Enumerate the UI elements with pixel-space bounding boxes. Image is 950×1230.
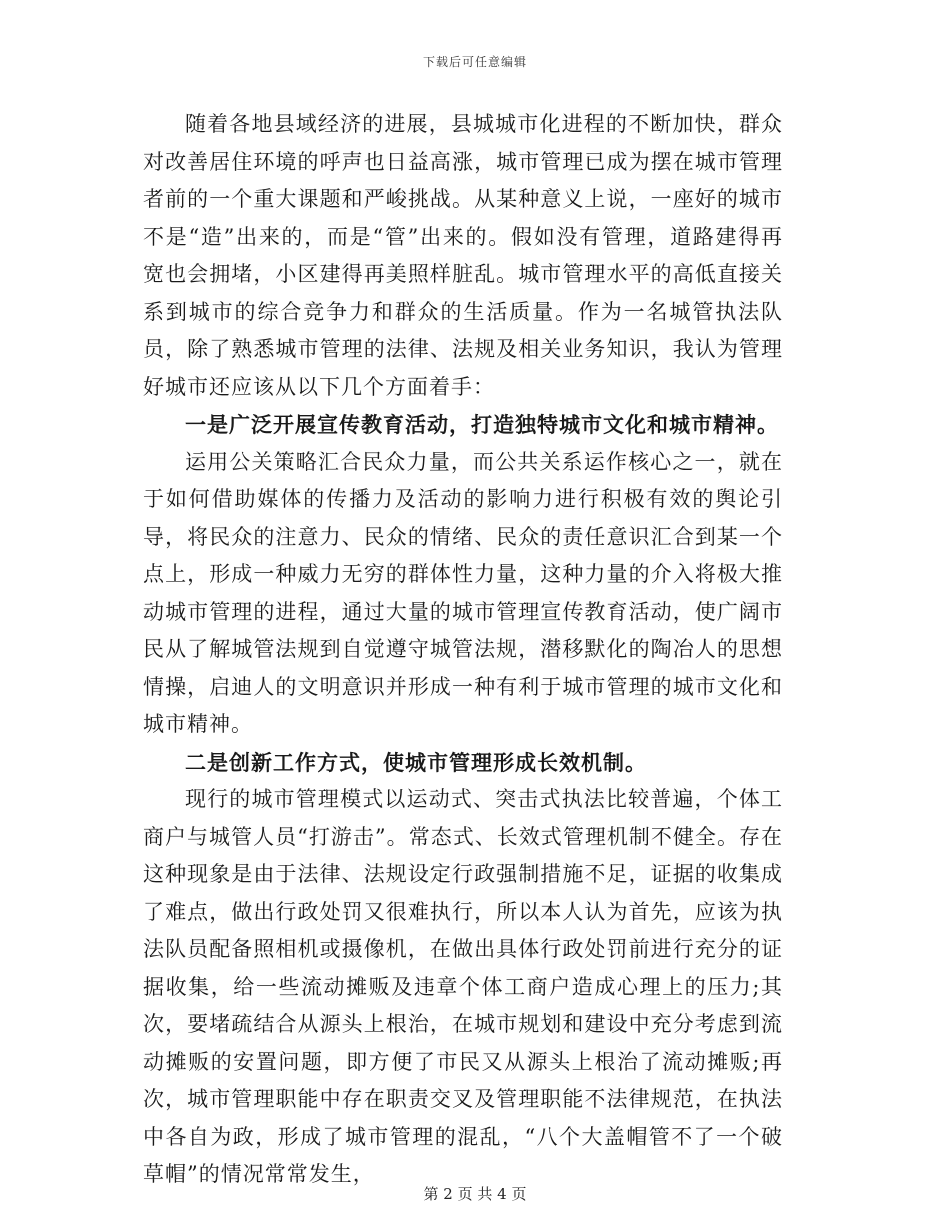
header-note: 下载后可任意编辑 [422,55,527,69]
paragraph-section-2: 现行的城市管理模式以运动式、突击式执法比较普遍，个体工商户与城管人员“打游击”。常态式、长效式管理机制不健全。存在这种现象是由于法律、法规设定行政强制措施不足，证据的收集成了难点，做出行政处罚又很难执行，所以本人认为首先，应该为执法队员配备照相机或摄像机，在做出具体行政处罚前进行充分的证据收集，给一些流动摊贩及违章个体工商户造成心理上的压力;其次，要堵疏结合从源头上根治，在城市规划和建设中充分考虑到流动摊贩的安置问题，即方便了市民又从源头上根治了流动摊贩;再次，城市管理职能中存在职责交叉及管理职能不法律规范，在执法中各自为政，形成了城市管理的混乱，“八个大盖帽管不了一个破草帽”的情况常常发生， [143,787,783,1186]
section-heading-2: 二是创新工作方式，使城市管理形成长效机制。 [185,749,647,775]
page-number: 第 2 页 共 4 页 [423,1185,527,1203]
paragraph-intro: 随着各地县域经济的进展，县城城市化进程的不断加快，群众对改善居住环境的呼声也日益高涨，城市管理已成为摆在城市管理者前的一个重大课题和严峻挑战。从某种意义上说，一座好的城市不是“造”出来的，而是“管”出来的。假如没有管理，道路建得再宽也会拥堵，小区建得再美照样脏乱。城市管理水平的高低直接关系到城市的综合竞争力和群众的生活质量。作为一名城管执法队员，除了熟悉城市管理的法律、法规及相关业务知识，我认为管理好城市还应该从以下几个方面着手： [143,112,783,399]
document-body [143,106,783,1194]
paragraph-section-1: 运用公关策略汇合民众力量，而公共关系运作核心之一，就在于如何借助媒体的传播力及活动的影响力进行积极有效的舆论引导，将民众的注意力、民众的情绪、民众的责任意识汇合到某一个点上，形成一种威力无穷的群体性力量，这种力量的介入将极大推动城市管理的进程，通过大量的城市管理宣传教育活动，使广阔市民从了解城管法规到自觉遵守城管法规，潜移默化的陶冶人的思想情操，启迪人的文明意识并形成一种有利于城市管理的城市文化和城市精神。 [143,449,783,736]
section-heading-1: 一是广泛开展宣传教育活动，打造独特城市文化和城市精神。 [185,412,779,437]
